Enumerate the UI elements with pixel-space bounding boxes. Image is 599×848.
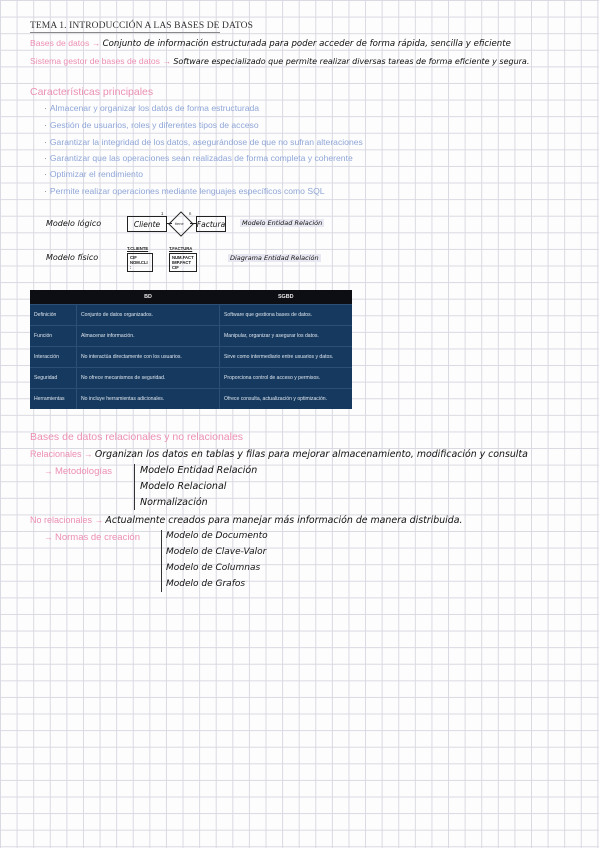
bullet-icon: · (44, 120, 47, 130)
definition-term: Sistema gestor de bases de datos (30, 56, 160, 66)
table-row (30, 389, 352, 410)
table-cell: Conjunto de datos organizados. (77, 305, 220, 326)
table-row (30, 368, 352, 389)
table-cell: Almacenar información. (77, 326, 220, 347)
entity-factura: Factura (196, 216, 226, 232)
title-underline (30, 32, 220, 33)
metodologia-item: Modelo Relacional (140, 481, 227, 492)
feature-item: · Garantizar la integridad de los datos, asegurándose de que no sufran alteraciones (44, 137, 363, 147)
norma-item: Modelo de Documento (166, 531, 268, 541)
definition-sgbd (30, 55, 529, 68)
arrow-icon: → (91, 38, 101, 48)
norma-item: Modelo de Grafos (166, 579, 246, 589)
page-title: TEMA 1. INTRODUCCIÓN A LAS BASES DE DATOS (30, 21, 253, 31)
table-cell: Sirve como intermediario entre usuarios y datos. (220, 347, 353, 368)
table-row (30, 305, 352, 326)
bracket-line (134, 464, 135, 510)
table-cell: Manipular, organizar y asegurar los datos. (220, 326, 353, 347)
relation-label: tiene (175, 221, 184, 226)
no-relacionales-term: No relacionales (30, 515, 93, 525)
table-factura: NUM.FACT IMP.FACT CIF (169, 253, 197, 272)
table-cell: Proporciona control de acceso y permisos. (220, 368, 353, 389)
table-header: BD (77, 290, 220, 305)
feature-item: · Gestión de usuarios, roles y diferentes tipos de acceso (44, 120, 259, 130)
arrow-icon: → (83, 449, 93, 459)
no-relacionales-text: Actualmente creados para manejar más información de manera distribuida. (105, 515, 463, 526)
table-cell: Software que gestiona bases de datos. (220, 305, 353, 326)
table-cliente-name: T.CLIENTE (127, 246, 149, 251)
table-row (30, 326, 352, 347)
metodologia-item: Normalización (140, 497, 208, 508)
arrow-icon: → (44, 466, 53, 476)
entity-cliente: Cliente (127, 216, 167, 232)
table-cell: No incluye herramientas adicionales. (77, 389, 220, 410)
table-header: SGBD (220, 290, 353, 305)
table-cell: Ofrece consulta, actualización y optimización. (220, 389, 353, 410)
logical-model-note: Modelo Entidad Relación (242, 219, 323, 227)
bullet-icon: · (44, 186, 47, 196)
table-cell: Función (30, 326, 77, 347)
bullet-icon: · (44, 137, 47, 147)
table-cell: No ofrece mecanismos de seguridad. (77, 368, 220, 389)
norma-item: Modelo de Clave-Valor (166, 547, 267, 557)
features-heading: Características principales (30, 86, 154, 98)
no-relacionales-sub (44, 531, 140, 544)
relacionales-definition (30, 448, 528, 461)
bullet-icon: · (44, 153, 47, 163)
bullet-icon: · (44, 169, 47, 179)
table-cell: Definición (30, 305, 77, 326)
physical-model-note: Diagrama Entidad Relación (230, 254, 319, 262)
metodologia-item: Modelo Entidad Relación (140, 465, 258, 476)
section2-heading: Bases de datos relacionales y no relacionales (30, 431, 244, 443)
cardinality-n: n (189, 211, 192, 216)
physical-model-label: Modelo físico (46, 253, 99, 262)
table-cell: Interacción (30, 347, 77, 368)
arrow-icon: → (162, 56, 171, 66)
table-header-row (30, 290, 352, 305)
arrow-icon: → (44, 532, 53, 542)
relacionales-term: Relacionales (30, 449, 82, 459)
table-cell: Herramientas (30, 389, 77, 410)
no-relacionales-definition (30, 514, 462, 527)
feature-item: · Optimizar el rendimiento (44, 169, 144, 179)
metodologias-term: Metodologías (54, 466, 113, 477)
feature-item: · Garantizar que las operaciones sean realizadas de forma completa y coherente (44, 153, 353, 163)
table-cliente: CIF NOM.CLI : (127, 253, 153, 272)
arrow-icon: → (94, 515, 104, 525)
definition-term: Bases de datos (30, 38, 90, 48)
relacionales-text: Organizan los datos en tablas y filas para mejorar almacenamiento, modificación y consulta (94, 449, 528, 460)
table-header (30, 290, 77, 305)
cardinality-1: 1 (161, 211, 164, 216)
definition-text: Conjunto de información estructurada para poder acceder de forma rápida, sencilla y eficiente (102, 39, 511, 49)
table-row (30, 347, 352, 368)
table-cell: Seguridad (30, 368, 77, 389)
table-cell: No interactúa directamente con los usuarios. (77, 347, 220, 368)
definition-text: Software especializado que permite realizar diversas tareas de forma eficiente y segura. (173, 57, 530, 66)
relacionales-sub (44, 465, 112, 478)
bullet-icon: · (44, 103, 47, 113)
norma-item: Modelo de Columnas (166, 563, 261, 573)
normas-term: Normas de creación (54, 532, 140, 543)
logical-model-label: Modelo lógico (46, 219, 102, 228)
feature-item: · Almacenar y organizar los datos de forma estructurada (44, 103, 260, 113)
bracket-line (161, 530, 162, 592)
table-factura-name: T.FACTURA (169, 246, 193, 251)
definition-bd (30, 37, 511, 51)
comparison-table (30, 290, 352, 409)
feature-item: · Permite realizar operaciones mediante lenguajes específicos como SQL (44, 186, 325, 196)
